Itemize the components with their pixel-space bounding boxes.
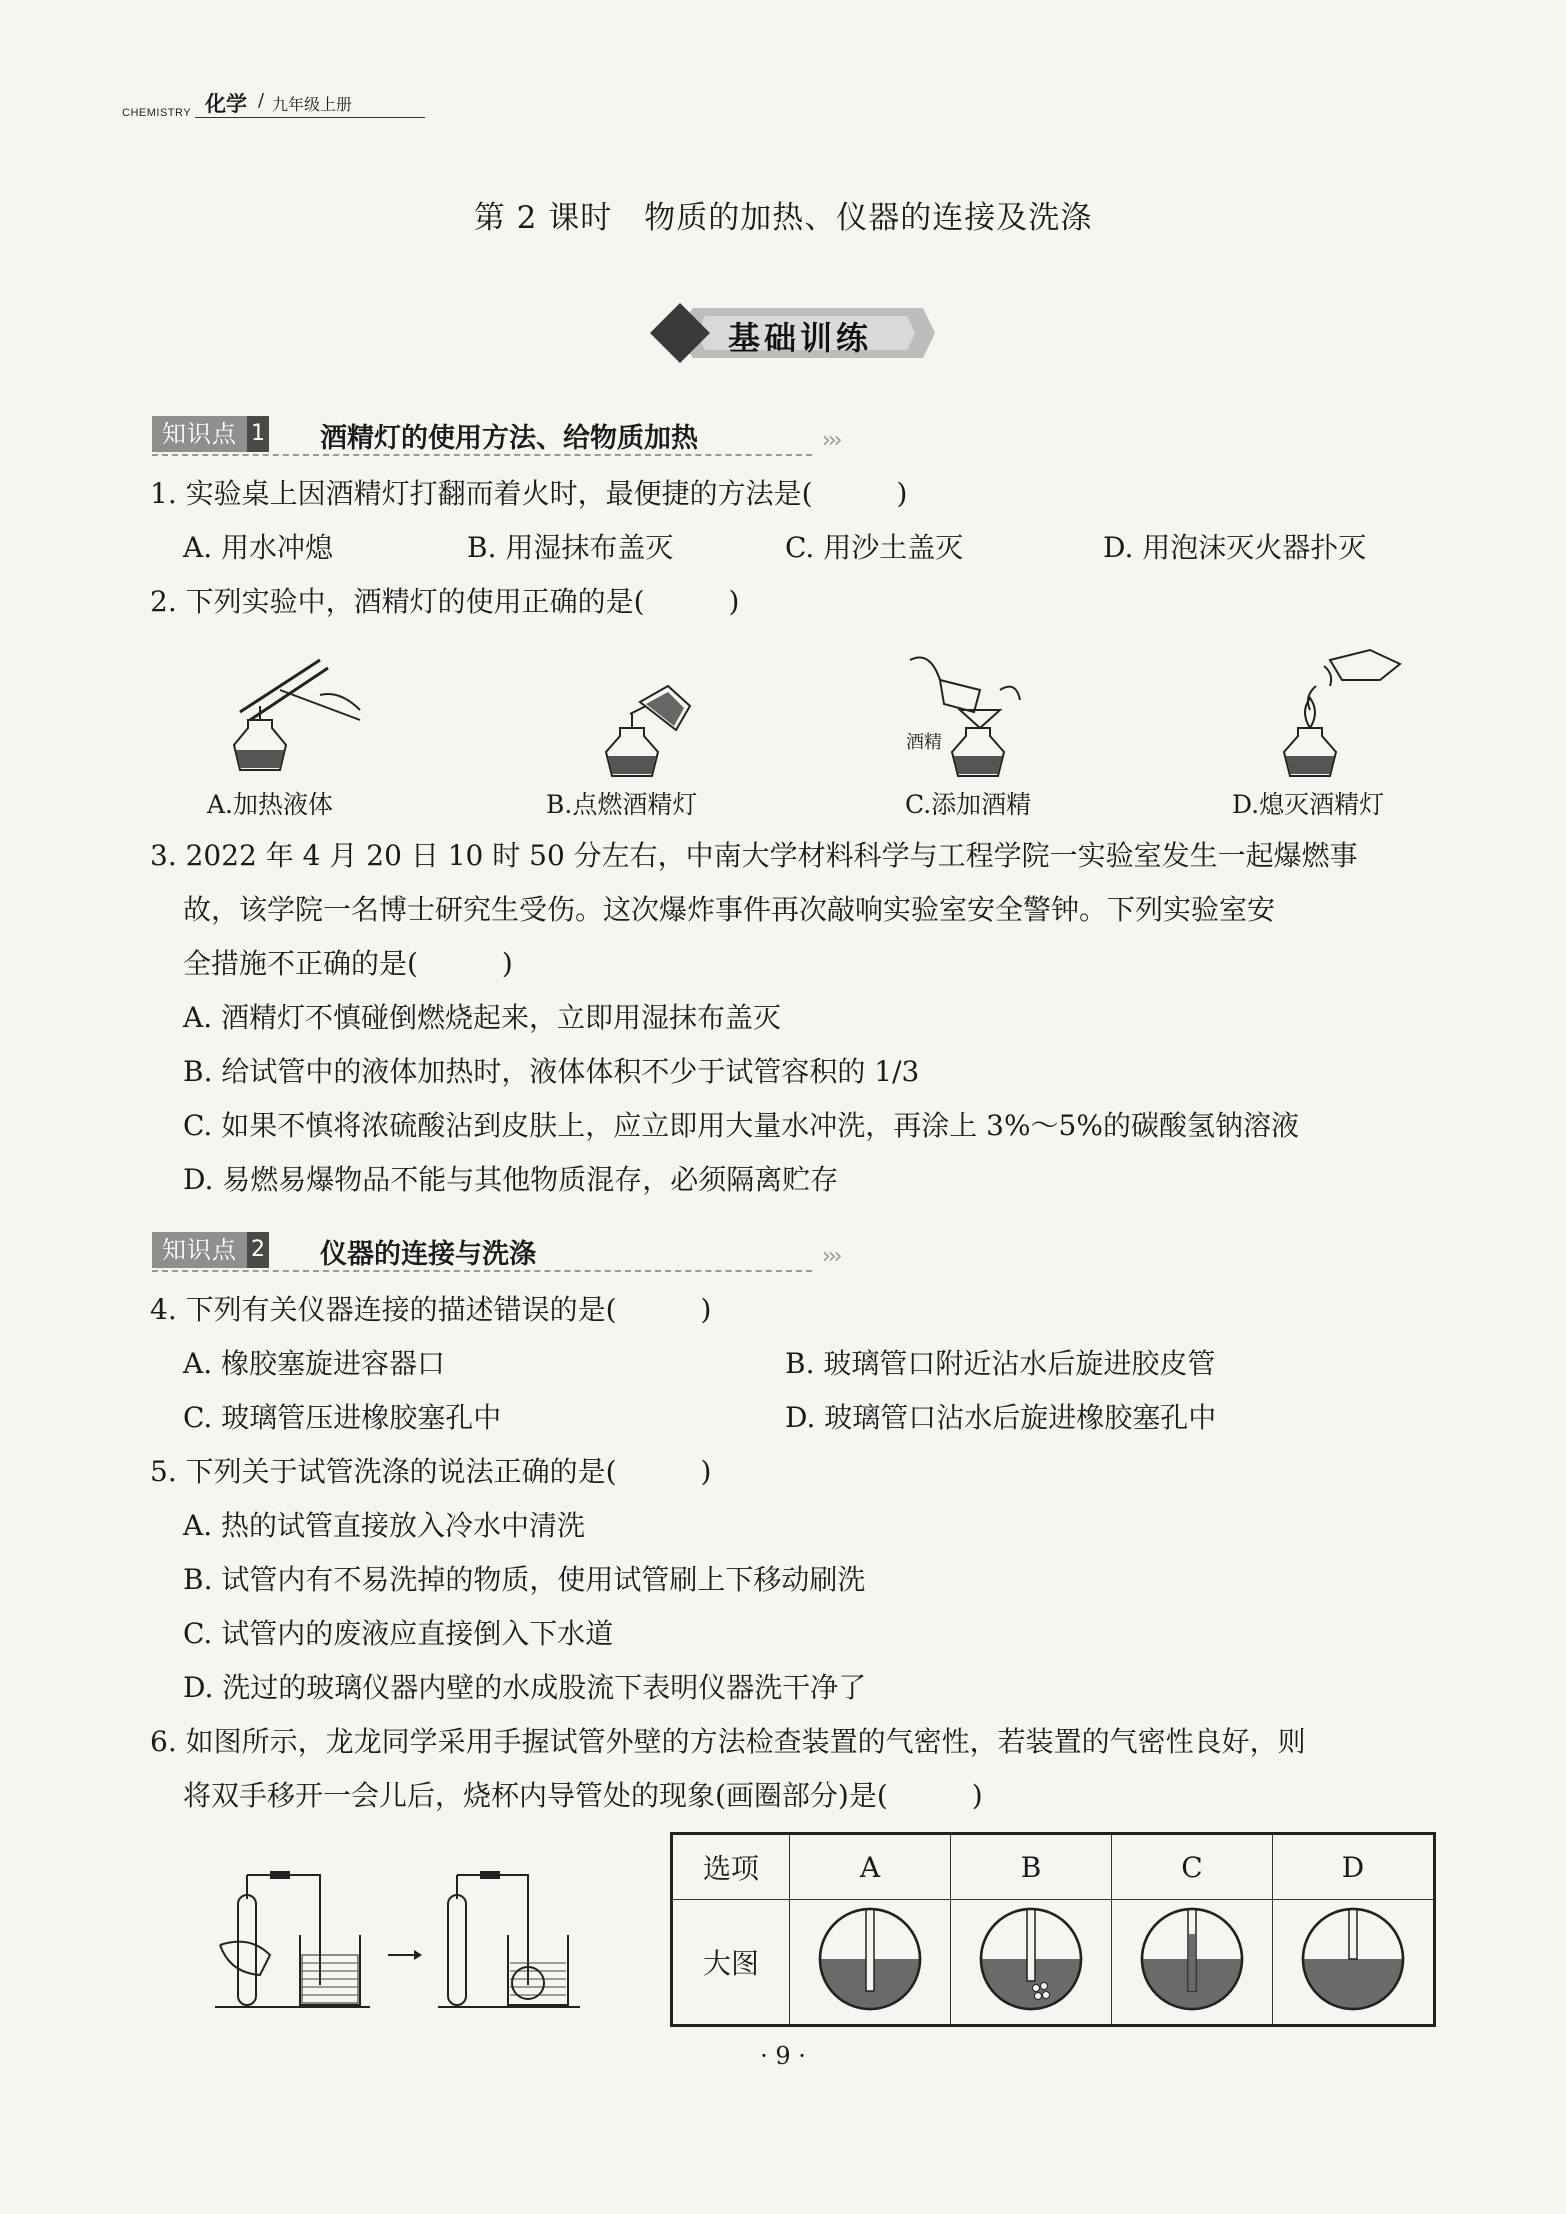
lesson-title: 第 2 课时 物质的加热、仪器的连接及洗涤 [473,200,1093,236]
question-5-stem: 5. 下列关于试管洗涤的说法正确的是( ) [150,1455,712,1488]
header-subject-en: CHEMISTRY [122,107,192,119]
q2-caption-b: B.点燃酒精灯 [546,790,698,819]
page-number: · 9 · [760,2042,806,2070]
question-6-line-1: 6. 如图所示，龙龙同学采用手握试管外壁的方法检查装置的气密性，若装置的气密性良好，则 [150,1725,1306,1758]
q2-c-label: 酒精 [906,732,942,753]
q5-option-b: B. 试管内有不易洗掉的物质，使用试管刷上下移动刷洗 [183,1563,866,1596]
question-6-line-2: 将双手移开一会儿后，烧杯内导管处的现象(画圈部分)是( ) [183,1779,983,1812]
q4-option-a: A. 橡胶塞旋进容器口 [183,1347,446,1380]
question-3-line-1: 3. 2022 年 4 月 20 日 10 时 50 分左右，中南大学材料科学与工程学院一实验室发生一起爆燃事 [150,839,1358,872]
question-1-stem: 1. 实验桌上因酒精灯打翻而着火时，最便捷的方法是( ) [150,477,908,510]
kp-number: 1 [247,416,269,452]
kp-number: 2 [247,1232,269,1268]
q3-option-b: B. 给试管中的液体加热时，液体体积不少于试管容积的 1/3 [183,1055,920,1088]
q5-option-c: C. 试管内的废液应直接倒入下水道 [183,1617,614,1650]
q5-option-a: A. 热的试管直接放入冷水中清洗 [183,1509,586,1542]
knowledge-point-1 [152,416,269,452]
header-rule [195,117,425,118]
q4-option-b: B. 玻璃管口附近沾水后旋进胶皮管 [785,1347,1216,1380]
q2-caption-c: C.添加酒精 [905,790,1032,819]
alcohol-lamp-heating-liquid-figure [220,650,370,780]
kp-chevrons-icon: ››› [822,428,840,453]
question-4-stem: 4. 下列有关仪器连接的描述错误的是( ) [150,1293,712,1326]
table-col-a: A [790,1834,951,1900]
question-3-line-2: 故，该学院一名博士研究生受伤。这次爆炸事件再次敲响实验室安全警钟。下列实验室安 [183,893,1276,926]
kp-badge: 知识点 [152,416,247,452]
q4-option-c: C. 玻璃管压进橡胶塞孔中 [183,1401,502,1434]
q2-caption-d: D.熄灭酒精灯 [1232,790,1385,819]
alcohol-lamp-refilling-figure [900,650,1030,780]
q1-option-b: B. 用湿抹布盖灭 [467,531,674,564]
kp-underline [152,1270,812,1272]
option-b-circle-figure [951,1900,1112,2026]
q1-option-d: D. 用泡沫灭火器扑灭 [1103,531,1367,564]
question-3-line-3: 全措施不正确的是( ) [183,947,513,980]
q3-option-a: A. 酒精灯不慎碰倒燃烧起来，立即用湿抹布盖灭 [183,1001,782,1034]
kp-chevrons-icon: ››› [822,1244,840,1269]
q3-option-d: D. 易燃易爆物品不能与其他物质混存，必须隔离贮存 [183,1163,839,1196]
header-grade: 九年级上册 [272,95,353,114]
option-c-circle-figure [1112,1900,1273,2026]
kp-title-2: 仪器的连接与洗涤 [320,1239,536,1270]
header-separator: / [258,90,265,111]
kp-underline [152,454,812,456]
q1-option-a: A. 用水冲熄 [183,531,334,564]
table-col-d: D [1273,1834,1435,1900]
option-a-circle-figure [790,1900,951,2026]
alcohol-lamp-extinguishing-figure [1270,640,1410,780]
table-header-label: 选项 [672,1834,790,1900]
knowledge-point-2 [152,1232,269,1268]
airtightness-apparatus-figure [210,1855,590,2015]
q3-option-c: C. 如果不慎将浓硫酸沾到皮肤上，应立即用大量水冲洗，再涂上 3%～5%的碳酸氢钠溶液 [183,1109,1299,1142]
table-col-b: B [951,1834,1112,1900]
table-col-c: C [1112,1834,1273,1900]
q2-caption-a: A.加热液体 [207,790,334,819]
section-banner-label: 基础训练 [728,319,873,357]
q6-options-table [670,1832,1436,2027]
kp-badge: 知识点 [152,1232,247,1268]
option-d-circle-figure [1273,1900,1435,2026]
question-2-stem: 2. 下列实验中，酒精灯的使用正确的是( ) [150,585,740,618]
q5-option-d: D. 洗过的玻璃仪器内壁的水成股流下表明仪器洗干净了 [183,1671,867,1704]
q1-option-c: C. 用沙土盖灭 [785,531,964,564]
alcohol-lamp-lighting-figure [590,680,710,780]
q4-option-d: D. 玻璃管口沾水后旋进橡胶塞孔中 [785,1401,1217,1434]
header-subject-cn: 化学 [205,92,247,116]
table-row-label: 大图 [672,1900,790,2026]
kp-title-1: 酒精灯的使用方法、给物质加热 [320,423,698,454]
